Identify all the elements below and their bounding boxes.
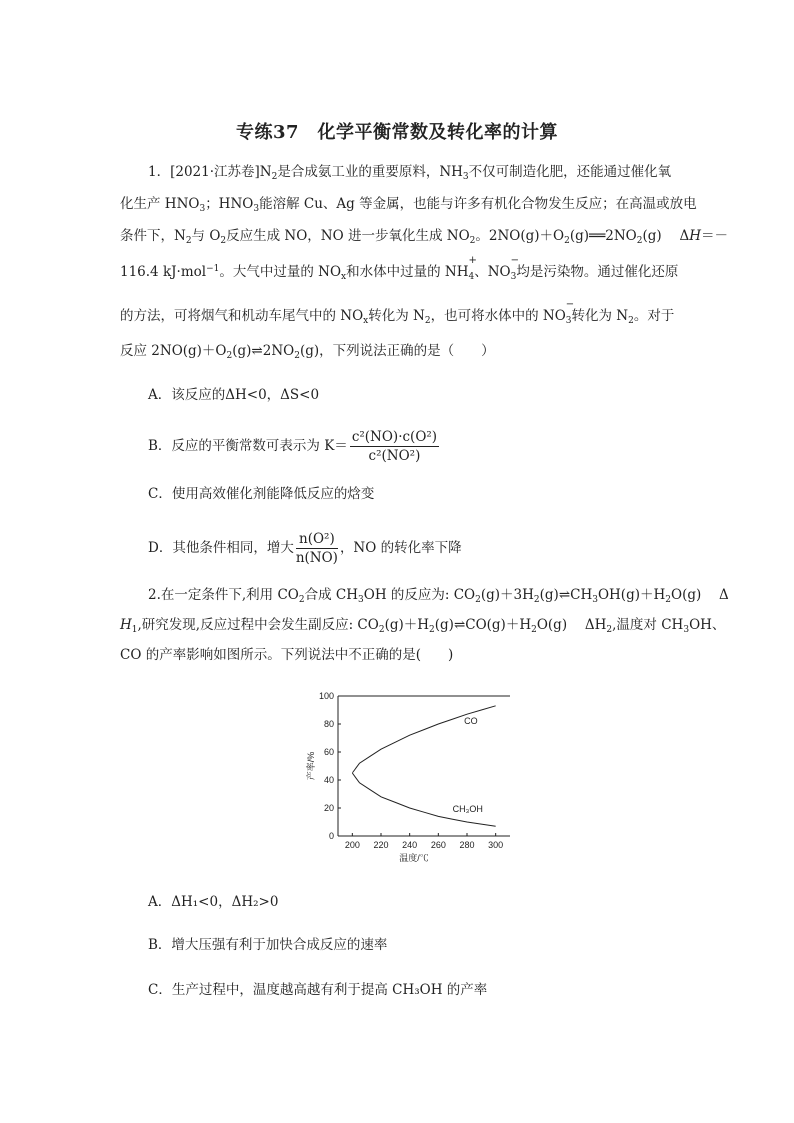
q2-option-b: B．增大压强有利于加快合成反应的速率 — [148, 937, 388, 953]
series-label-co: CO — [464, 716, 478, 726]
q1-option-b: B．反应的平衡常数可表示为 K＝ $\frac{\text{c²(NO)·c(O²)}}{\text{c²(NO²)}}$ — [148, 429, 438, 464]
x-tick-label: 200 — [344, 840, 360, 850]
q1-line-3: 条件下，$N_2$与 $O_2$反应生成 NO，NO 进一步氧化生成 $NO_2$。$2NO(g)+O_2(g)══2NO_2(g)$ ΔH＝－ — [120, 228, 728, 246]
yield-temperature-chart — [305, 688, 520, 866]
equilibrium-constant-fraction: $\frac{\text{c²(NO)·c(O²)}}{\text{c²(NO²)}}$ — [351, 429, 438, 464]
q1-line-1: 1．[2021·江苏卷]$N_2$是合成氨工业的重要原料，$NH_3$不仅可制造化肥，还能通过催化氧 — [148, 164, 672, 182]
q2-line-2: $H_1$,研究发现,反应过程中会发生副反应: $CO_2(g)+H_2(g)\rightleftharpoons CO(g)+H_2O(g)$ $\Delta H_2$,温度对 $CH_3OH$、 — [120, 617, 726, 635]
q2-option-c: C．生产过程中，温度越高越有利于提高 CH₃OH 的产率 — [148, 982, 488, 998]
series-label-ch3oh: CH₃OH — [452, 804, 483, 815]
y-tick-label: 100 — [318, 691, 334, 701]
x-tick-label: 220 — [373, 840, 389, 850]
q1-option-d: D．其他条件相同，增大 $\frac{\text{n(O²)}}{n(NO)}$ ，NO 的转化率下降 — [148, 531, 462, 566]
y-tick-label: 0 — [328, 831, 334, 841]
q1-option-c: C．使用高效催化剂能降低反应的焓变 — [148, 486, 375, 502]
q1-line-2: 化生产 $HNO_3$；$HNO_3$能溶解 Cu、Ag 等金属，也能与许多有机化合物发生反应；在高温或放电 — [120, 196, 697, 214]
q2-line-3: CO 的产率影响如图所示。下列说法中不正确的是( ) — [120, 647, 454, 663]
page-title: 专练37 化学平衡常数及转化率的计算 — [235, 122, 559, 143]
x-axis-label: 温度/℃ — [399, 853, 429, 863]
y-axis-label: 产率/% — [306, 751, 316, 781]
q2-option-a: A．ΔH₁<0，ΔH₂>0 — [148, 894, 279, 910]
x-tick-label: 280 — [459, 840, 475, 850]
y-tick-label: 60 — [323, 747, 334, 757]
y-tick-label: 20 — [323, 803, 334, 813]
q2-line-1: 2.在一定条件下,利用 $CO_2$合成 $CH_3OH$ 的反应为: $CO_2(g)+3H_2(g)\rightleftharpoons CH_3OH(g)+H_2O(g)$ Δ — [148, 587, 729, 605]
series-line-1 — [352, 773, 495, 826]
q1-line-4: 116.4 kJ·mol$^{-1}$。大气中过量的 $NO_x$和水体中过量的 NH + $_4$、NO − $_3$均是污染物。通过催化还原 — [120, 255, 679, 282]
x-tick-label: 300 — [488, 840, 504, 850]
y-tick-label: 40 — [323, 775, 334, 785]
q1-line-5: 的方法，可将烟气和机动车尾气中的 $NO_x$转化为 $N_2$，也可将水体中的 NO − $_3$转化为 $N_2$。对于 — [120, 299, 675, 326]
ratio-fraction: $\frac{\text{n(O²)}}{n(NO)}$ — [295, 531, 338, 566]
x-tick-label: 240 — [402, 840, 418, 850]
q1-option-a: A．该反应的ΔH<0，ΔS<0 — [148, 387, 320, 403]
y-tick-label: 80 — [323, 719, 334, 729]
q1-line-6: 反应 $2NO(g)+O_2(g)\rightleftharpoons 2NO_2(g)$，下列说法正确的是（ ） — [120, 343, 495, 361]
x-tick-label: 260 — [430, 840, 446, 850]
